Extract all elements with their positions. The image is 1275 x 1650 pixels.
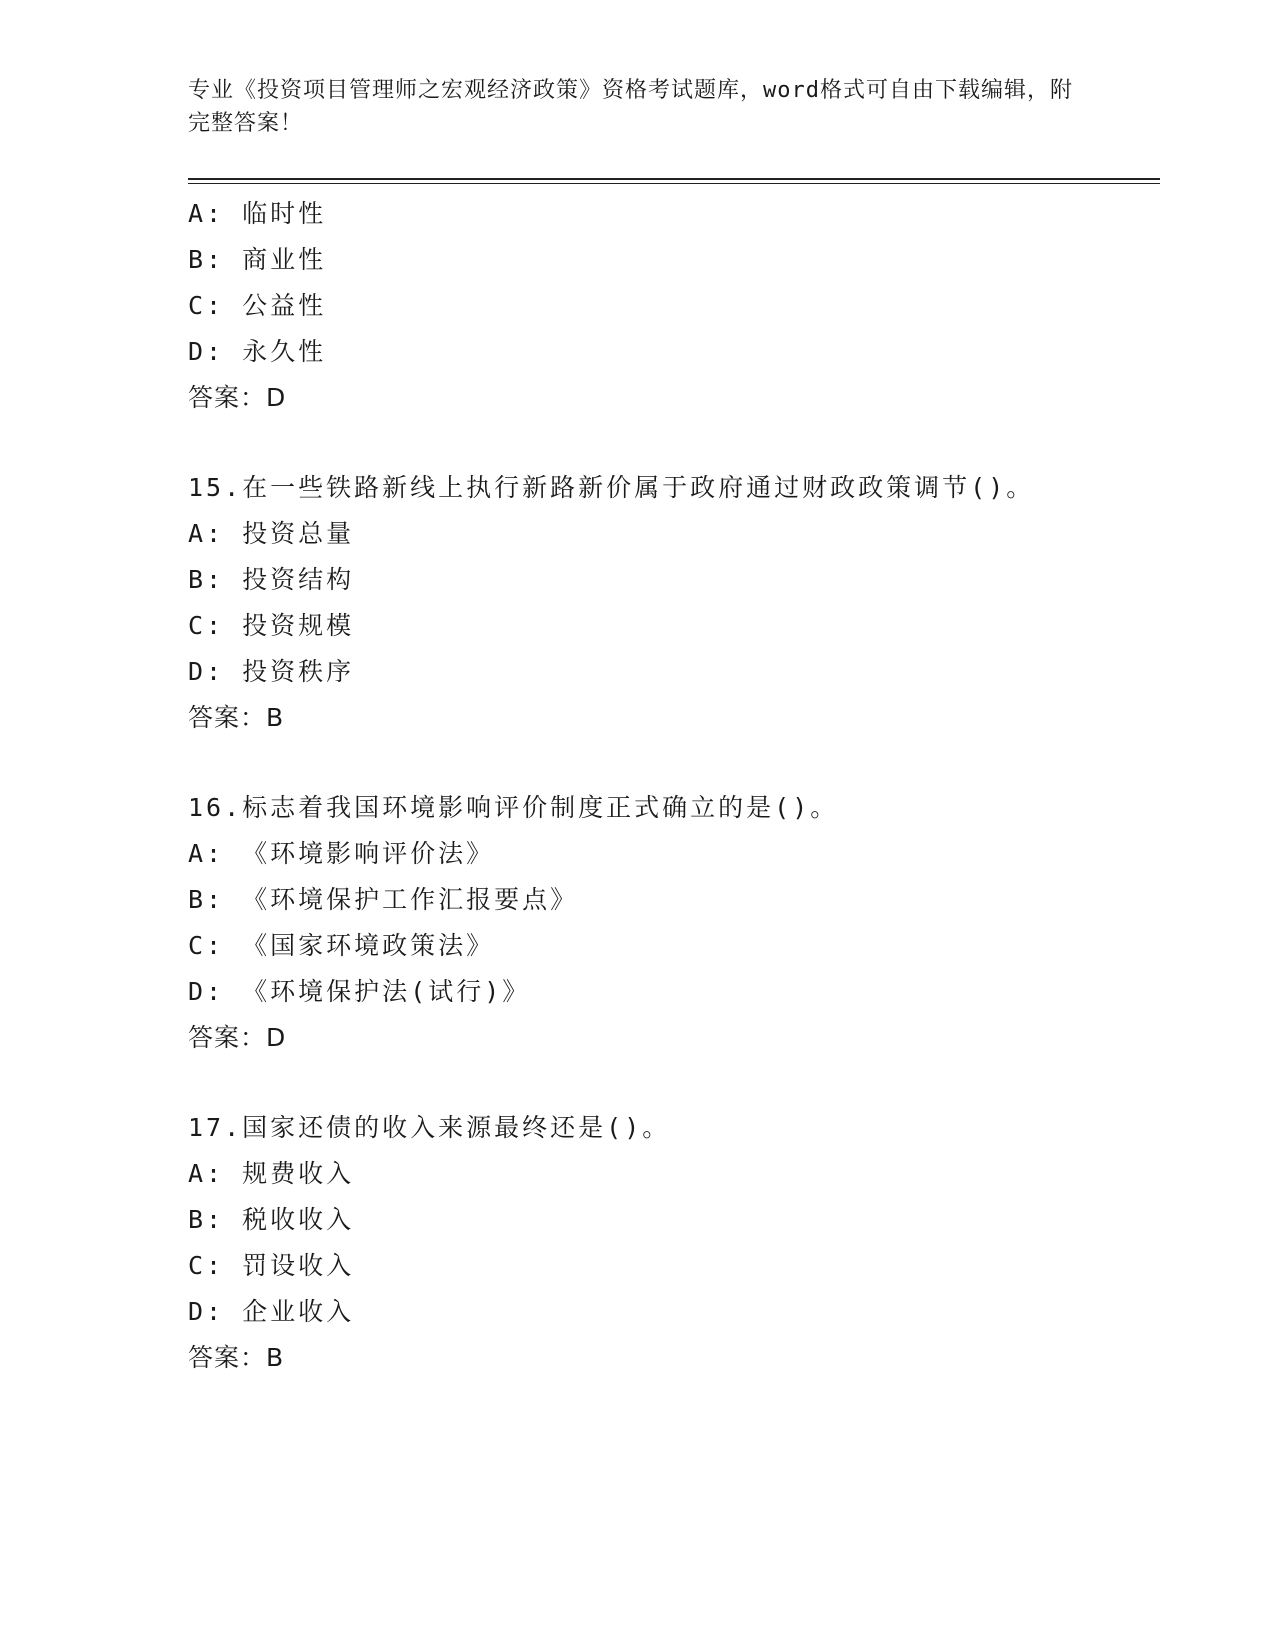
spacer [188, 421, 1160, 465]
document-header: 专业《投资项目管理师之宏观经济政策》资格考试题库，word格式可自由下载编辑，附完整答案！ [188, 78, 1073, 136]
option-d: D: 投资秩序 [188, 657, 355, 686]
option-c: C: 投资规模 [188, 611, 355, 640]
header-divider-thick [188, 178, 1160, 180]
question-stem: 15.在一些铁路新线上执行新路新价属于政府通过财政政策调节()。 [188, 473, 1035, 502]
question-block-17 [188, 1105, 1160, 1381]
question-block-14 [188, 191, 1160, 421]
question-stem: 16.标志着我国环境影响评价制度正式确立的是()。 [188, 793, 839, 822]
option-a: A: 投资总量 [188, 519, 355, 548]
option-d: D: 永久性 [188, 337, 327, 366]
header-divider-thin [188, 183, 1160, 184]
answer-line: 答案：D [188, 383, 287, 412]
option-d: D: 企业收入 [188, 1297, 355, 1326]
option-a: A: 《环境影响评价法》 [188, 839, 495, 868]
option-b: B: 税收收入 [188, 1205, 355, 1234]
spacer [188, 741, 1160, 785]
question-list [188, 191, 1160, 1381]
spacer [188, 1061, 1160, 1105]
option-d: D: 《环境保护法(试行)》 [188, 977, 531, 1006]
option-a: A: 临时性 [188, 199, 327, 228]
question-block-15 [188, 465, 1160, 741]
answer-line: 答案：D [188, 1023, 287, 1052]
option-c: C: 公益性 [188, 291, 327, 320]
answer-line: 答案：B [188, 703, 285, 732]
option-c: C: 罚设收入 [188, 1251, 355, 1280]
question-stem: 17.国家还债的收入来源最终还是()。 [188, 1113, 671, 1142]
option-b: B: 《环境保护工作汇报要点》 [188, 885, 579, 914]
option-a: A: 规费收入 [188, 1159, 355, 1188]
option-c: C: 《国家环境政策法》 [188, 931, 495, 960]
option-b: B: 投资结构 [188, 565, 355, 594]
option-b: B: 商业性 [188, 245, 327, 274]
answer-line: 答案：B [188, 1343, 285, 1372]
question-block-16 [188, 785, 1160, 1061]
